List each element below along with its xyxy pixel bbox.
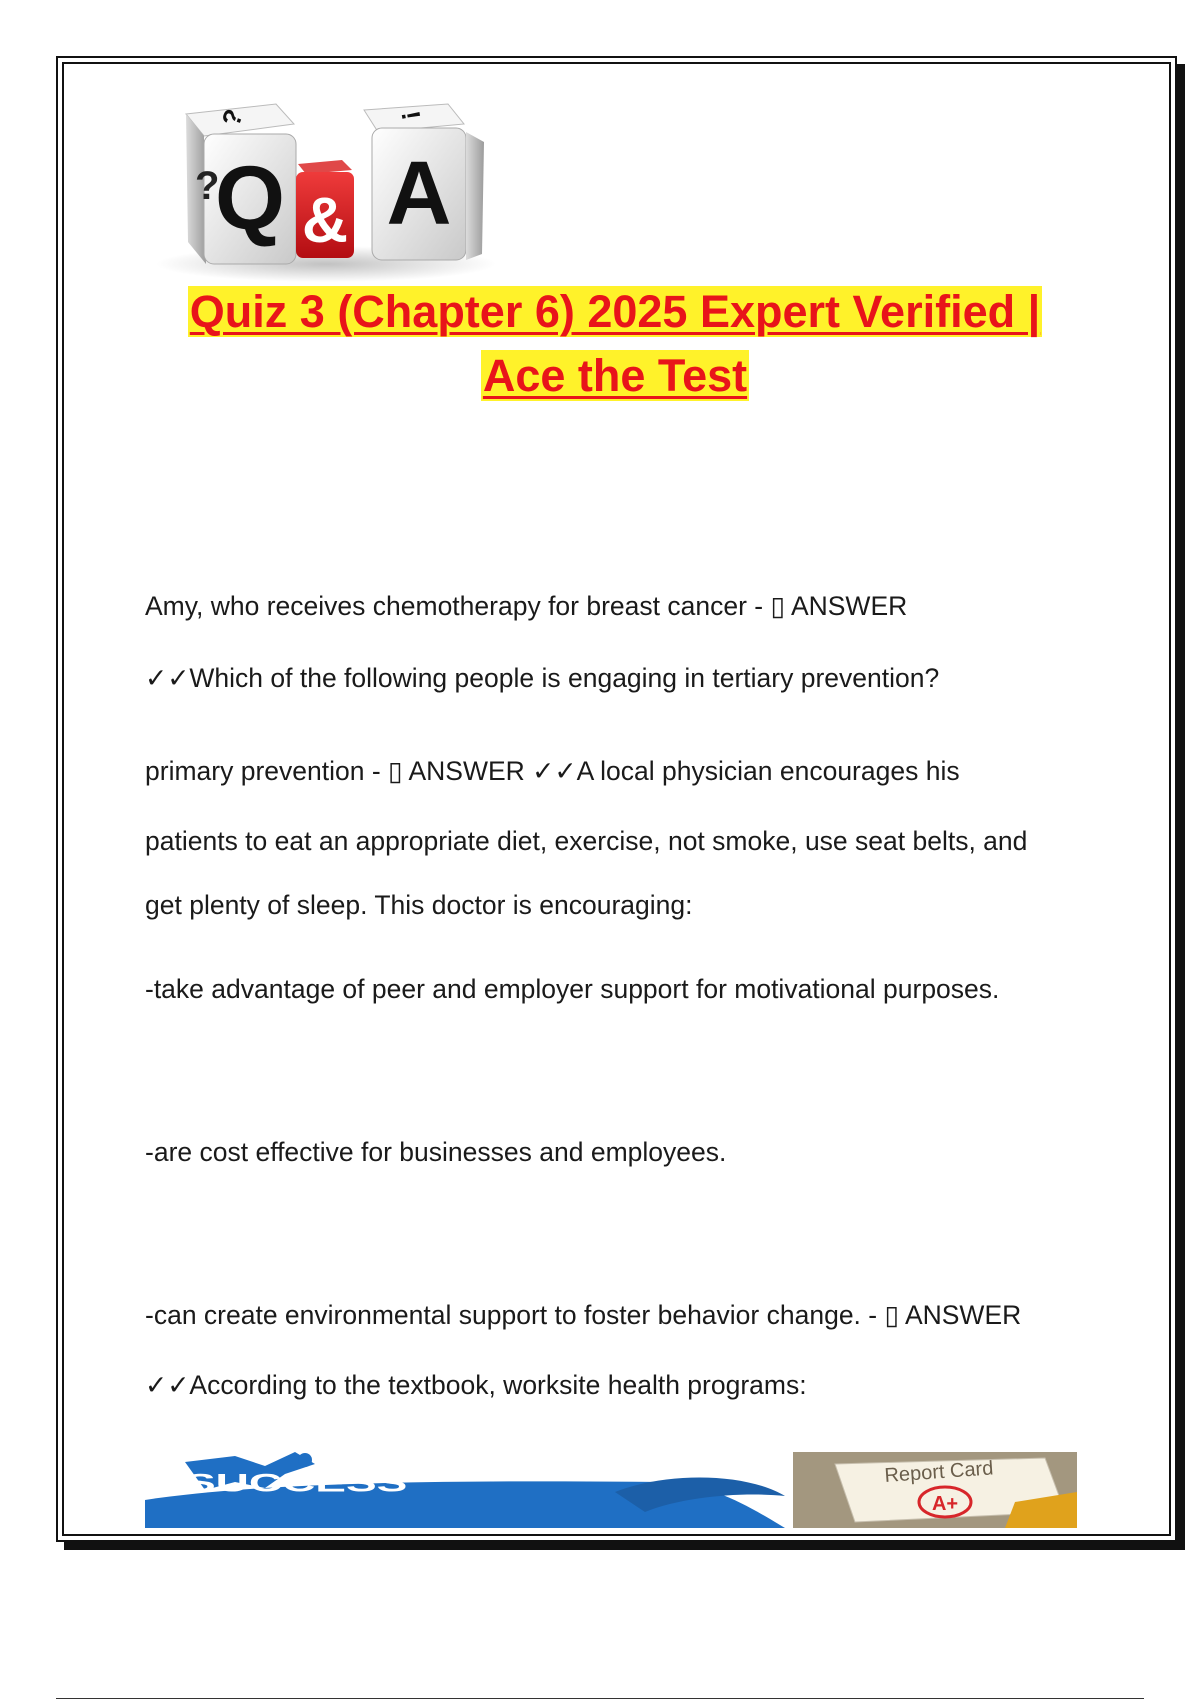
question-line: get plenty of sleep. This doctor is encouraging: [145, 890, 693, 920]
title-line-2: Ace the Test [482, 350, 748, 401]
logo-mark-exclaim: ! [395, 108, 427, 123]
option-line: -take advantage of peer and employer support for motivational purposes. [145, 974, 1000, 1004]
question-line: ✓✓According to the textbook, worksite health programs: [145, 1370, 807, 1400]
logo-letter-a: A [386, 144, 452, 244]
logo-mark-question: ? [215, 105, 250, 131]
option-line: -are cost effective for businesses and employees. [145, 1137, 727, 1167]
die-a [364, 104, 484, 260]
grade-text: A+ [931, 1493, 959, 1515]
success-runner-banner [145, 1452, 785, 1528]
logo-letter-q: Q [214, 149, 286, 249]
success-text: SUCCESS [185, 1468, 408, 1498]
option-line: -can create environmental support to foster behavior change. - ▯ ANSWER [145, 1300, 1022, 1330]
bottom-rule [56, 1698, 1144, 1699]
title-line-1: Quiz 3 (Chapter 6) 2025 Expert Verified | [189, 286, 1041, 337]
report-card-image [793, 1452, 1077, 1528]
document-title [140, 280, 1090, 408]
die-amp [296, 160, 354, 258]
question-line: ✓✓Which of the following people is engaging in tertiary prevention? [145, 663, 940, 693]
qa-dice-logo [146, 74, 500, 284]
answer-line: Amy, who receives chemotherapy for breast cancer - ▯ ANSWER [145, 591, 908, 621]
question-line: patients to eat an appropriate diet, exercise, not smoke, use seat belts, and [145, 826, 1028, 856]
report-card-text: Report Card [883, 1457, 995, 1487]
answer-line: primary prevention - ▯ ANSWER ✓✓A local physician encourages his [145, 756, 960, 786]
die-q [186, 104, 296, 264]
logo-letter-amp: & [301, 184, 349, 256]
logo-side-mark: ? [195, 164, 220, 208]
footer-banner [145, 1452, 1077, 1528]
